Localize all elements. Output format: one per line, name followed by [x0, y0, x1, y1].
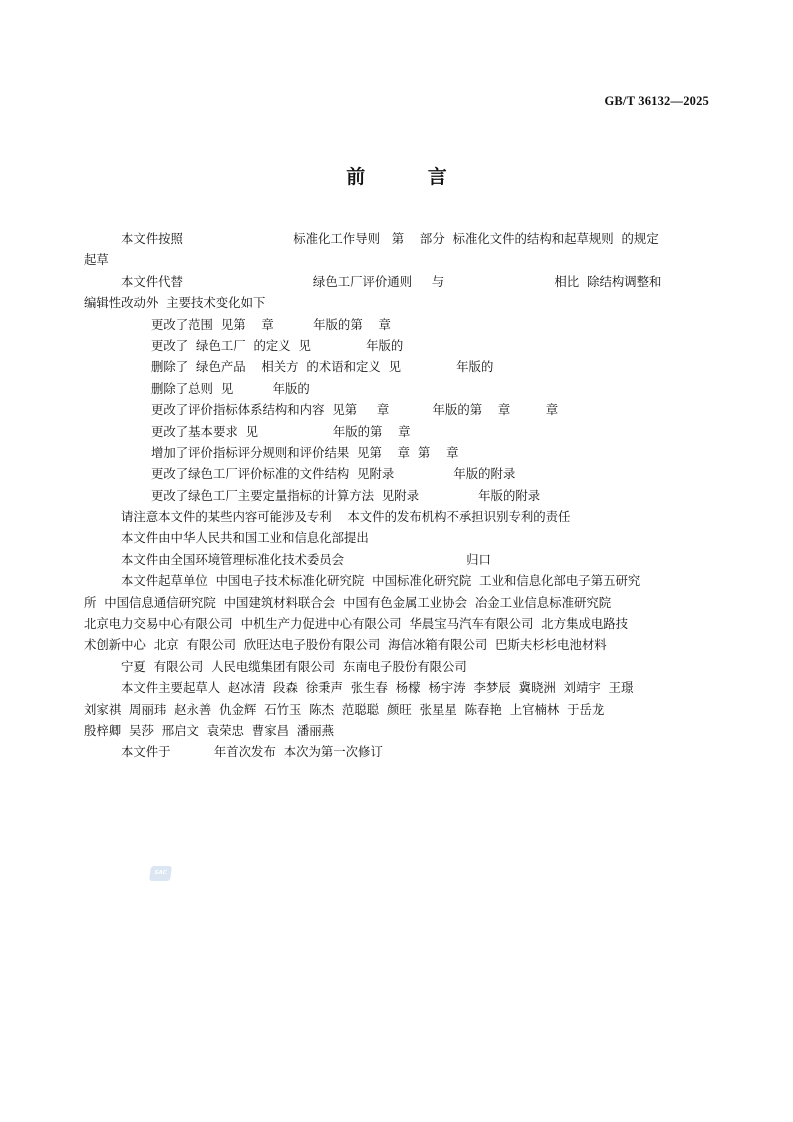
paragraph-line: 本文件起草单位 中国电子技术标准化研究院 中国标准化研究院 工业和信息化部电子第五研究: [121, 573, 641, 589]
paragraph-line: 所 中国信息通信研究院 中国建筑材料联合会 中国有色金属工业协会 冶金工业信息标准研究院: [84, 594, 612, 610]
list-item: 更改了绿色工厂主要定量指标的计算方法 见附录 年版的附录: [151, 487, 541, 503]
list-item: 增加了评价指标评分规则和评价结果 见第 章 第 章: [151, 444, 459, 460]
paragraph-line: 北京电力交易中心有限公司 中机生产力促进中心有限公司 华晨宝马汽车有限公司 北方集成电路技: [84, 616, 629, 632]
paragraph-line: 刘家祺 周丽玮 赵永善 仇金辉 石竹玉 陈杰 范聪聪 颜旺 张星星 陈春艳 上官楠林 于岳龙: [84, 701, 605, 717]
paragraph-line: 起草: [84, 252, 109, 268]
list-item: 更改了绿色工厂评价标准的文件结构 见附录 年版的附录: [151, 466, 516, 482]
paragraph-line: 本文件主要起草人 赵冰清 段森 徐秉声 张生春 杨檬 杨宇涛 李梦辰 冀晓洲 刘靖宇 王璟: [121, 680, 634, 696]
list-item: 更改了 绿色工厂 的定义 见 年版的: [151, 337, 404, 353]
paragraph-line: 本文件由全国环境管理标准化技术委员会 归口: [121, 551, 491, 567]
paragraph-line: 请注意本文件的某些内容可能涉及专利 本文件的发布机构不承担识别专利的责任: [121, 509, 571, 525]
paragraph-line: 宁夏 有限公司 人民电缆集团有限公司 东南电子股份有限公司: [121, 658, 467, 674]
sac-logo: SAC: [149, 866, 172, 881]
page-title: 前 言: [346, 166, 475, 188]
paragraph-line: 本文件由中华人民共和国工业和信息化部提出: [121, 530, 369, 546]
list-item: 更改了范围 见第 章 年版的第 章: [151, 316, 391, 332]
list-item: 删除了总则 见 年版的: [151, 380, 310, 396]
list-item: 删除了 绿色产品 相关方 的术语和定义 见 年版的: [151, 359, 494, 375]
paragraph-line: 本文件代替 绿色工厂评价通则 与 相比 除结构调整和: [121, 273, 662, 289]
paragraph-line: 殷梓卿 吴莎 邢启文 袁荣忠 曹家昌 潘丽燕: [84, 722, 335, 738]
standard-code: GB/T 36132—2025: [604, 94, 709, 108]
paragraph-line: 本文件于 年首次发布 本次为第一次修订: [121, 744, 383, 760]
foreword-body: [84, 228, 710, 763]
paragraph-line: 编辑性改动外 主要技术变化如下: [84, 295, 266, 311]
paragraph-line: 本文件按照 标准化工作导则 第 部分 标准化文件的结构和起草规则 的规定: [121, 231, 659, 246]
list-item: 更改了基本要求 见 年版的第 章: [151, 423, 411, 439]
paragraph-line: 术创新中心 北京 有限公司 欣旺达电子股份有限公司 海信冰箱有限公司 巴斯夫杉杉电池材料: [84, 637, 607, 653]
list-item: 更改了评价指标体系结构和内容 见第 章 年版的第 章 章: [151, 402, 559, 418]
